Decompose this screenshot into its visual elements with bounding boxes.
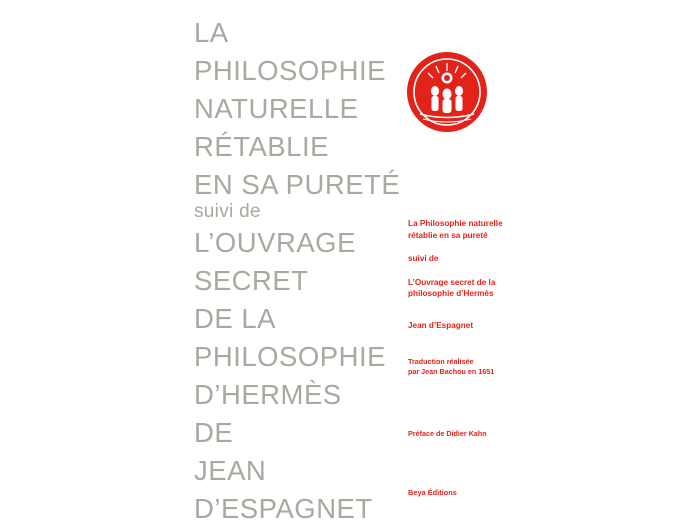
preface-credit: Préface de Didier Kahn <box>408 429 487 438</box>
red-suivi-label: suivi de <box>408 254 439 263</box>
author-name: Jean d’Espagnet <box>408 321 474 330</box>
red-subtitle-line: philosophie d’Hermès <box>408 289 494 298</box>
main-title-line: NATURELLE <box>194 93 359 124</box>
red-title-line: rétablie en sa pureté <box>408 230 488 240</box>
secondary-title-line: D’HERMÈS <box>194 379 342 410</box>
red-alchemical-seal-icon <box>406 51 488 133</box>
secondary-title-line: L’OUVRAGE <box>194 227 356 258</box>
red-suivi-group <box>408 253 512 265</box>
secondary-title-line: D’ESPAGNET <box>194 493 373 524</box>
main-title-line: LA <box>194 17 229 48</box>
main-title-line: PHILOSOPHIE <box>194 55 386 86</box>
translation-note <box>408 357 494 377</box>
book-cover <box>186 0 514 524</box>
suivi-de-label: suivi de <box>194 201 261 222</box>
red-title-line: La Philosophie naturelle <box>408 219 503 228</box>
secondary-title-line: DE <box>194 417 234 448</box>
red-subtitle-line: L’Ouvrage secret de la <box>408 277 496 287</box>
translation-line: par Jean Bachou en 1651 <box>408 367 495 376</box>
translation-line: Traduction réalisée <box>408 357 474 366</box>
secondary-title-line: SECRET <box>194 265 309 296</box>
publisher-name: Beya Éditions <box>408 488 457 497</box>
red-info-block <box>408 218 512 312</box>
secondary-title-line: JEAN <box>194 455 267 486</box>
main-title-line: RÉTABLIE <box>194 131 329 162</box>
red-title-group <box>408 218 512 241</box>
secondary-title-line: DE LA <box>194 303 276 334</box>
red-subtitle-group <box>408 277 512 300</box>
main-title-line: EN SA PURETÉ <box>194 169 401 200</box>
secondary-title-line: PHILOSOPHIE <box>194 341 386 372</box>
